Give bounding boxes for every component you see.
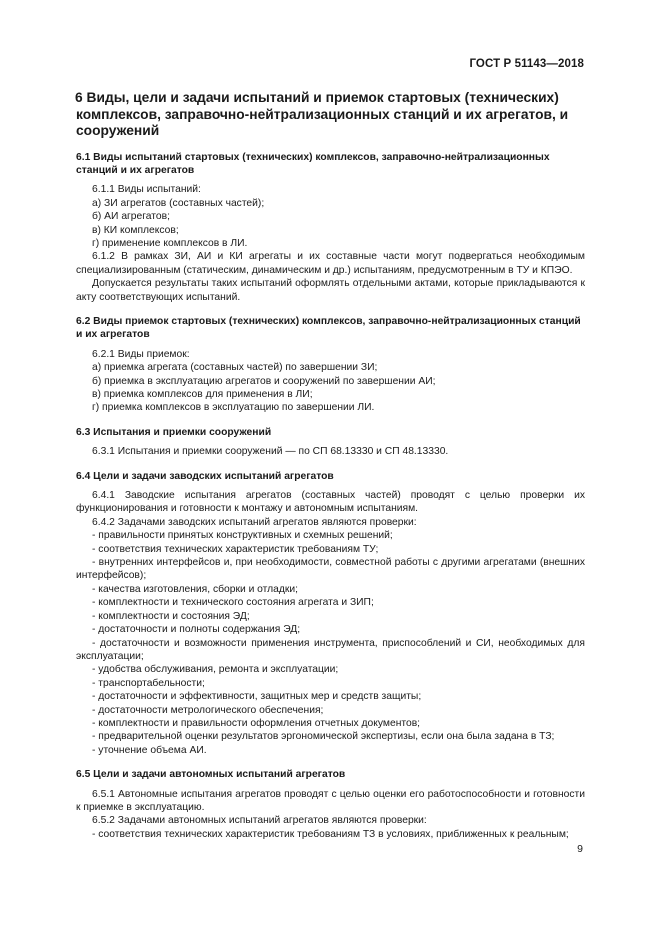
paragraph: 6.4.1 Заводские испытания агрегатов (составных частей) проводят с целью проверки их функционирования и готовности к монтажу и автономным испытаниям.	[76, 490, 585, 515]
list-item: - достаточности и возможности применения инструмента, приспособлений и СИ, необходимых для эксплуатации;	[76, 637, 585, 662]
list-item: а) ЗИ агрегатов (составных частей);	[92, 197, 265, 209]
list-item: - комплектности и технического состояния агрегата и ЗИП;	[92, 597, 374, 609]
list-item: в) приемка комплексов для применения в ЛИ;	[92, 389, 313, 400]
list-item: - качества изготовления, сборки и отладки;	[92, 583, 299, 595]
list-item: - уточнение объема АИ.	[92, 744, 207, 756]
list-item: а) приемка агрегата (составных частей) по завершении ЗИ;	[92, 362, 378, 374]
document-id: ГОСТ Р 51143—2018	[469, 58, 584, 70]
list-item: - комплектности и состояния ЭД;	[92, 610, 250, 622]
paragraph: 6.3.1 Испытания и приемки сооружений — по СП 68.13330 и СП 48.13330.	[92, 446, 449, 458]
list-item: - удобства обслуживания, ремонта и эксплуатации;	[92, 664, 339, 676]
section-6-4-title: 6.4 Цели и задачи заводских испытаний агрегатов	[76, 470, 334, 482]
list-item: б) приемка в эксплуатацию агрегатов и сооружений по завершении АИ;	[92, 375, 436, 387]
list-item: - соответствия технических характеристик требованиям ТУ;	[92, 543, 379, 555]
section-6-2-title: 6.2 Виды приемок стартовых (технических) комплексов, заправочно-нейтрализационных станций и их агрегатов	[76, 315, 581, 341]
page-number: 9	[577, 843, 583, 855]
list-item: г) приемка комплексов в эксплуатацию по завершении ЛИ.	[92, 402, 375, 414]
list-item: - предварительной оценки результатов эргономической экспертизы, если она была задана в ТЗ;	[92, 731, 555, 743]
paragraph: 6.5.2 Задачами автономных испытаний агрегатов являются проверки:	[92, 815, 427, 827]
list-item: в) КИ комплексов;	[92, 224, 179, 236]
list-item: г) применение комплексов в ЛИ.	[92, 237, 248, 249]
section-6-4	[76, 470, 585, 758]
paragraph: Допускается результаты таких испытаний оформлять отдельными актами, которые прикладываются к акту соответствующих испытаний.	[76, 278, 585, 303]
paragraph: 6.2.1 Виды приемок:	[92, 348, 190, 360]
paragraph: 6.4.2 Задачами заводских испытаний агрегатов являются проверки:	[92, 516, 417, 528]
list-item: - транспортабельности;	[92, 677, 205, 689]
section-6-3-title: 6.3 Испытания и приемки сооружений	[76, 426, 272, 438]
section-6-1-title: 6.1 Виды испытаний стартовых (технических) комплексов, заправочно-нейтрализационных станций и их агрегатов	[76, 151, 550, 176]
section-6-2	[76, 315, 585, 415]
paragraph: 6.1.1 Виды испытаний:	[92, 184, 201, 196]
section-6-1	[76, 151, 585, 304]
paragraph: 6.1.2 В рамках ЗИ, АИ и КИ агрегаты и их составные части могут подвергаться необходимым специализированным (статическим, динамическим и др.) испытаниям, предусмотренным в ТУ и КПЭО.	[76, 251, 585, 276]
list-item: - комплектности и правильности оформления отчетных документов;	[92, 717, 421, 729]
list-item: б) АИ агрегатов;	[92, 211, 170, 223]
paragraph: 6.5.1 Автономные испытания агрегатов проводят с целью оценки его работоспособности и готовности к приемке в эксплуатацию.	[76, 788, 585, 813]
list-item: - соответствия технических характеристик требованиям ТЗ в условиях, приближенных к реальным;	[92, 828, 569, 840]
list-item: - достаточности и полноты содержания ЭД;	[92, 624, 301, 636]
list-item: - достаточности метрологического обеспечения;	[92, 704, 324, 716]
list-item: - внутренних интерфейсов и, при необходимости, совместной работы с другими агрегатами (внешних интерфейсов);	[76, 557, 585, 582]
section-6-5-title: 6.5 Цели и задачи автономных испытаний агрегатов	[76, 769, 346, 781]
list-item: - правильности принятых конструктивных и схемных решений;	[92, 530, 393, 542]
section-6-3	[76, 426, 585, 459]
section-6-5	[76, 768, 585, 841]
list-item: - достаточности и эффективности, защитных мер и средств защиты;	[92, 691, 422, 703]
section-6-title: 6 Виды, цели и задачи испытаний и приемок стартовых (технических) комплексов, заправочно-нейтрализационных станций и их агрегатов, и сооружений	[75, 90, 569, 138]
